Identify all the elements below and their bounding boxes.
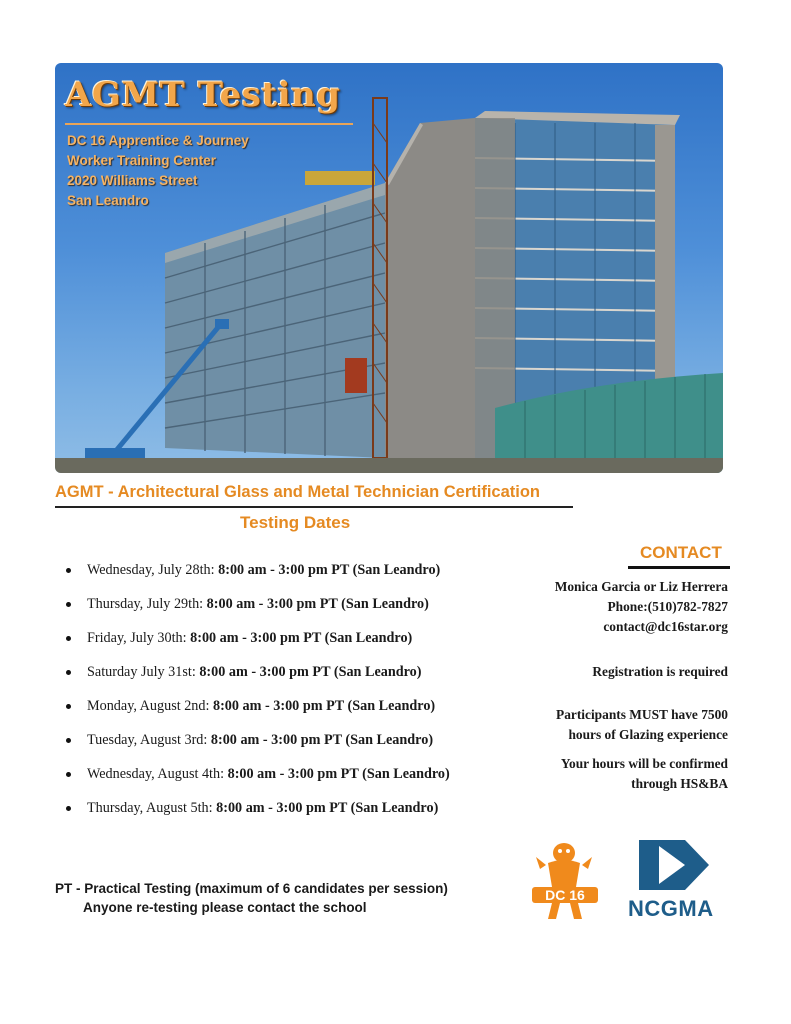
contact-email[interactable]: contact@dc16star.org — [603, 619, 728, 634]
list-item — [62, 664, 502, 698]
date-day: Tuesday, August 3rd: — [87, 732, 208, 748]
hero-address — [67, 131, 249, 211]
date-time: 8:00 am - 3:00 pm PT (San Leandro) — [210, 732, 434, 748]
testing-dates-list — [62, 562, 502, 834]
certification-title: AGMT - Architectural Glass and Metal Technician Certification — [55, 483, 541, 501]
list-item — [62, 630, 502, 664]
spacer — [488, 637, 728, 662]
date-day: Wednesday, August 4th: — [87, 766, 225, 782]
dc16-logo — [526, 839, 604, 921]
testing-dates-title: Testing Dates — [240, 513, 351, 532]
bullet-icon — [66, 772, 71, 777]
date-time: 8:00 am - 3:00 pm PT (San Leandro) — [190, 630, 413, 646]
date-time: 8:00 am - 3:00 pm PT (San Leandro) — [227, 766, 450, 782]
hero-line: Worker Training Center — [67, 153, 217, 168]
contact-phone[interactable]: Phone:(510)782-7827 — [607, 599, 728, 614]
date-day: Wednesday, July 28th: — [87, 562, 215, 578]
retest-note: Anyone re-testing please contact the school — [83, 900, 367, 915]
date-day: Thursday, July 29th: — [87, 596, 204, 612]
date-day: Saturday July 31st: — [87, 664, 196, 680]
contact-divider — [628, 566, 730, 569]
date-time: 8:00 am - 3:00 pm PT (San Leandro) — [216, 800, 439, 816]
spacer — [488, 682, 728, 705]
date-time: 8:00 am - 3:00 pm PT (San Leandro) — [218, 562, 441, 578]
bullet-icon — [66, 806, 71, 811]
bullet-icon — [66, 670, 71, 675]
contact-block — [488, 577, 728, 794]
list-item — [62, 732, 502, 766]
requirement-line-1: Participants MUST have 7500 — [556, 707, 728, 722]
certification-divider — [55, 506, 573, 508]
date-time: 8:00 am - 3:00 pm PT (San Leandro) — [199, 664, 422, 680]
hero-title-underline — [65, 123, 353, 125]
bullet-icon — [66, 636, 71, 641]
bullet-icon — [66, 738, 71, 743]
bullet-icon — [66, 704, 71, 709]
list-item — [62, 596, 502, 630]
ncgma-logo-text: NCGMA — [628, 896, 714, 921]
hero-line: DC 16 Apprentice & Journey — [67, 133, 249, 148]
date-day: Thursday, August 5th: — [87, 800, 213, 816]
registration-note: Registration is required — [592, 664, 728, 679]
practical-testing-note: PT - Practical Testing (maximum of 6 candidates per session) — [55, 881, 448, 896]
hero-line: 2020 Williams Street — [67, 173, 198, 188]
spacer — [488, 745, 728, 754]
list-item — [62, 698, 502, 732]
date-time: 8:00 am - 3:00 pm PT (San Leandro) — [206, 596, 429, 612]
hero-line: San Leandro — [67, 193, 149, 208]
contact-names: Monica Garcia or Liz Herrera — [554, 579, 728, 594]
date-day: Friday, July 30th: — [87, 630, 187, 646]
confirm-line-2: through HS&BA — [631, 776, 728, 791]
list-item — [62, 766, 502, 800]
date-time: 8:00 am - 3:00 pm PT (San Leandro) — [212, 698, 436, 714]
bullet-icon — [66, 568, 71, 573]
confirm-line-1: Your hours will be confirmed — [560, 756, 728, 771]
list-item — [62, 800, 502, 834]
contact-title: CONTACT — [640, 543, 722, 562]
dc16-logo-text: DC 16 — [545, 887, 585, 903]
date-day: Monday, August 2nd: — [87, 698, 210, 714]
hero-photo — [55, 63, 723, 473]
bullet-icon — [66, 602, 71, 607]
requirement-line-2: hours of Glazing experience — [568, 727, 728, 742]
hero-title: AGMT Testing — [65, 75, 341, 115]
list-item — [62, 562, 502, 596]
